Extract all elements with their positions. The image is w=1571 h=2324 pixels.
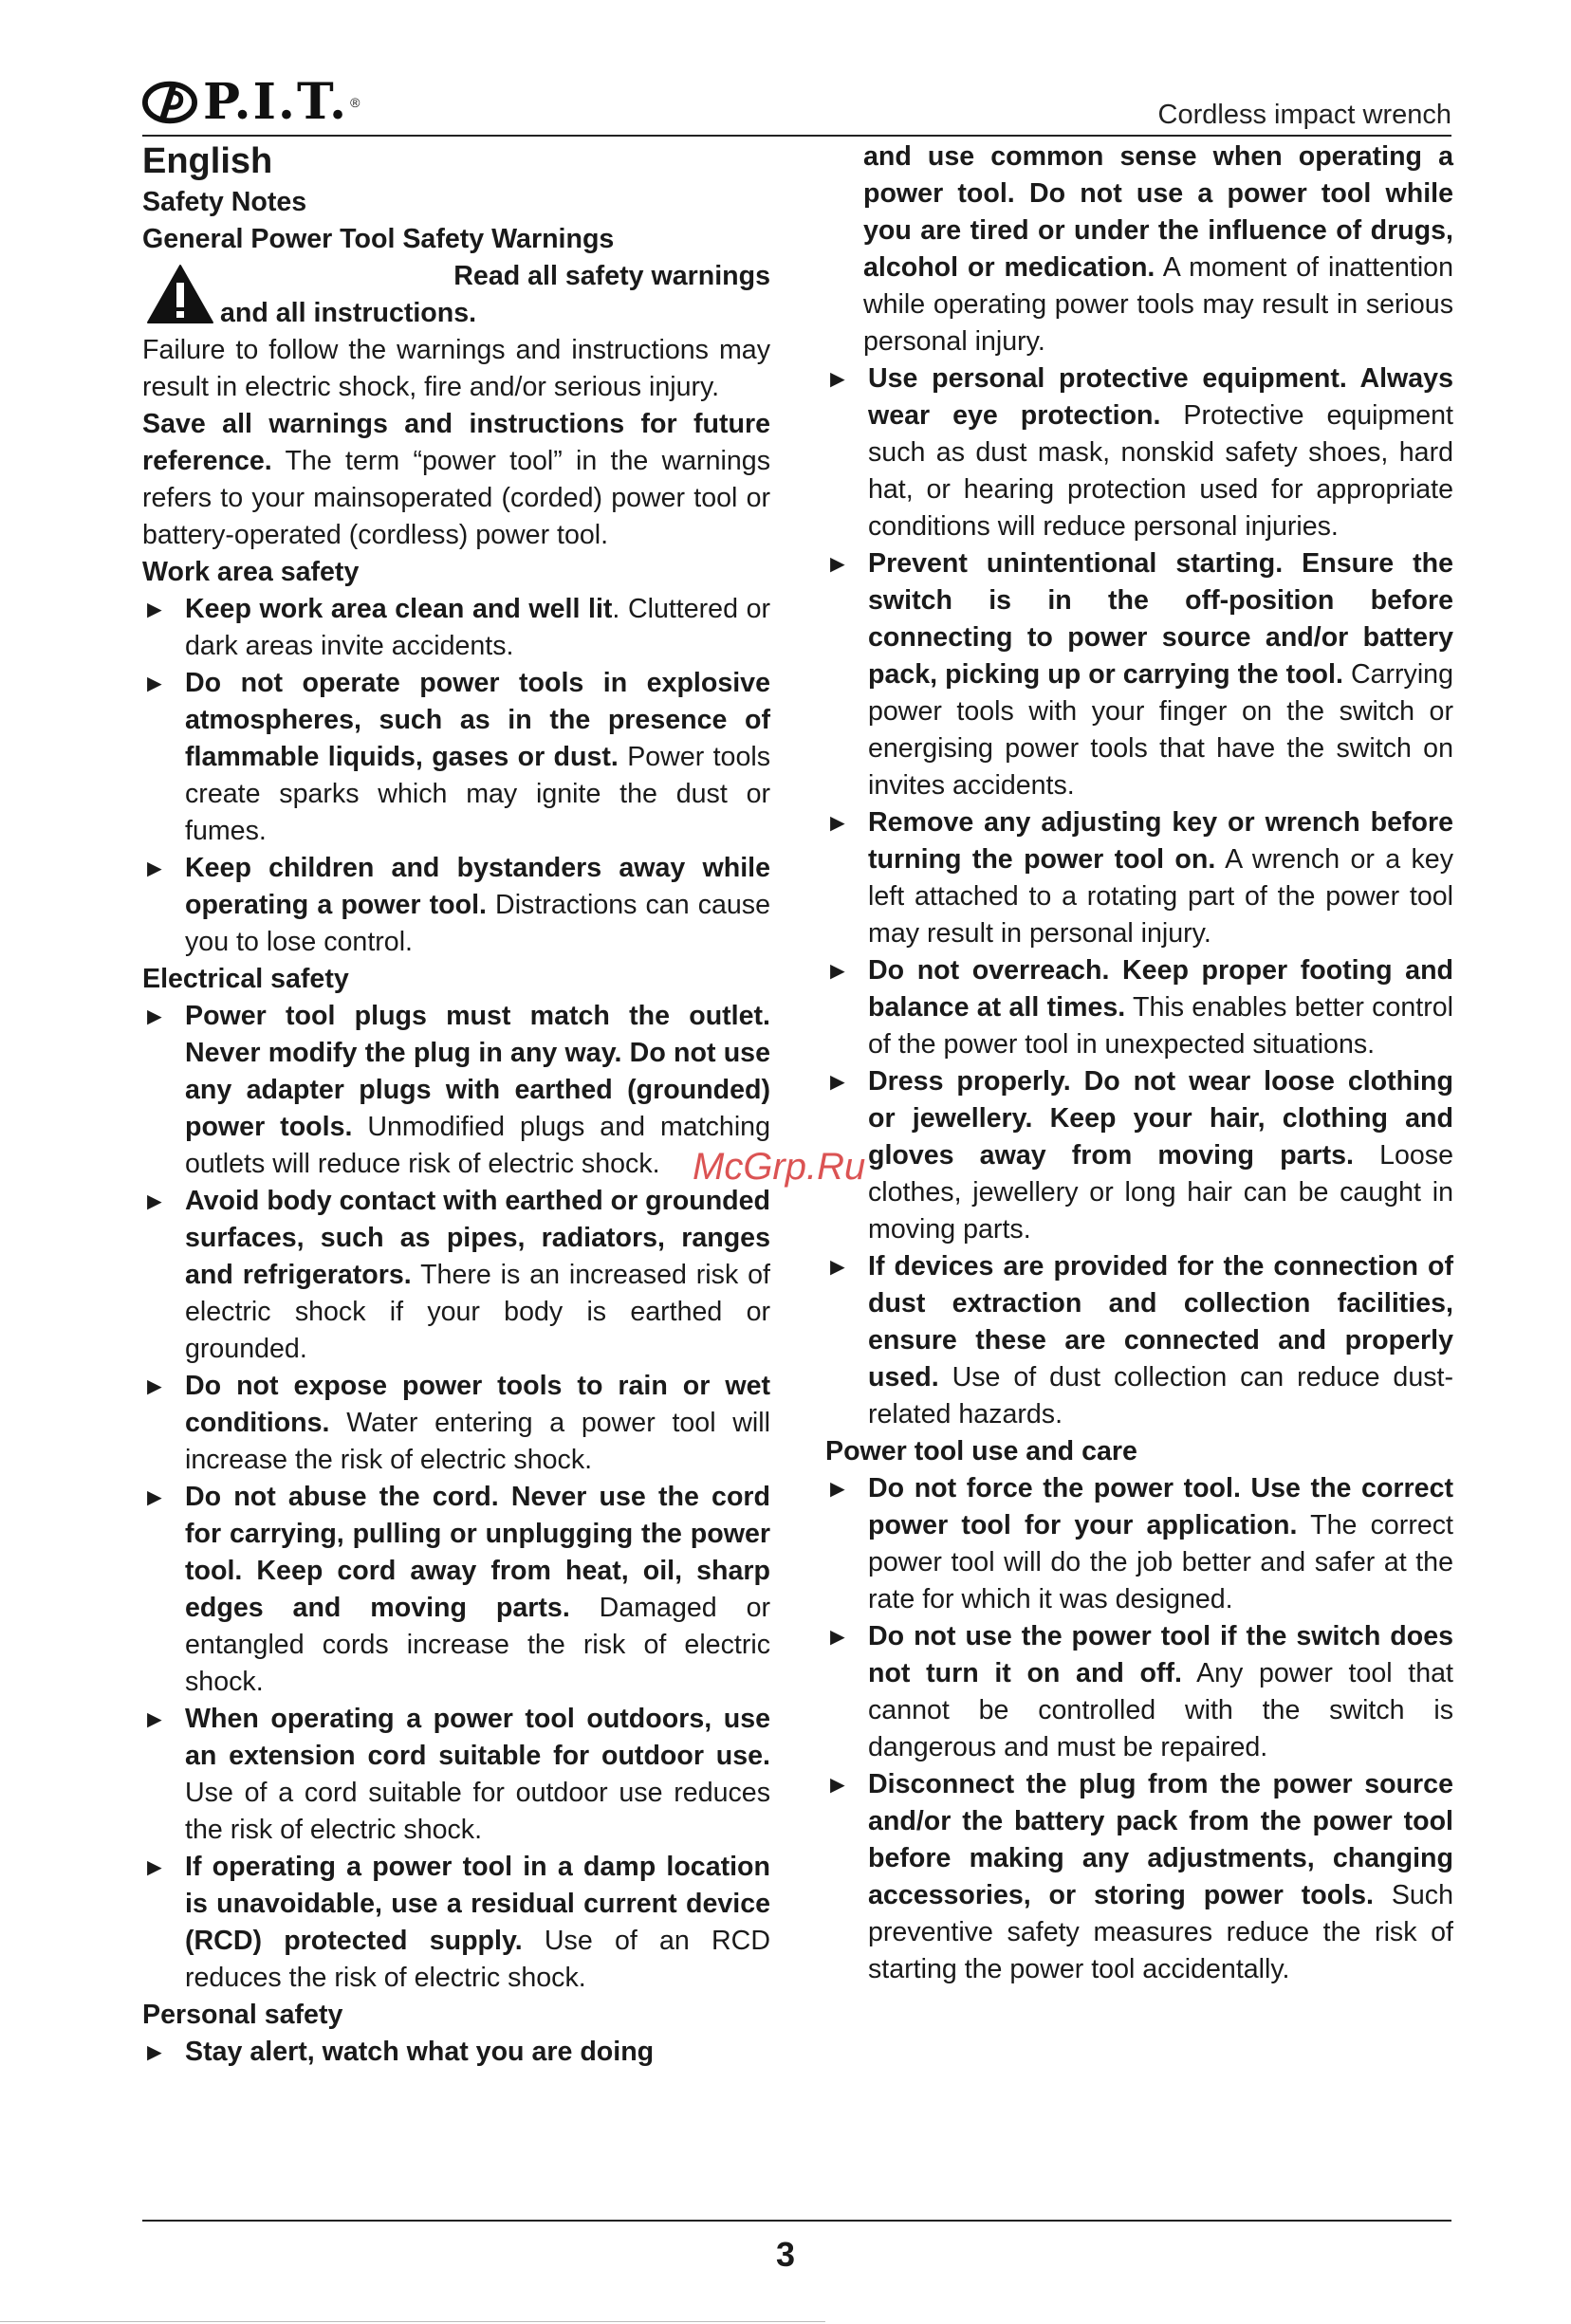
list-item: ► Remove any adjusting key or wrench before turning the power tool on. A wrench or a key left attached to a rotating part of the power tool may result in personal injury. <box>825 804 1453 952</box>
list-item: ► Disconnect the plug from the power source and/or the battery pack from the power tool before making any adjustments, changing accessories, or storing power tools. Such preventive safety measures reduce the risk of starting the power tool accidentally. <box>825 1766 1453 1988</box>
bullet-arrow-icon: ► <box>825 956 850 985</box>
bullet-arrow-icon: ► <box>142 1187 167 1215</box>
footer-divider <box>142 2220 1451 2222</box>
list-item: ► Do not force the power tool. Use the correct power tool for your application. The correct power tool will do the job better and safer at the rate for which it was designed. <box>825 1470 1453 1618</box>
bullet-arrow-icon: ► <box>825 1252 850 1281</box>
list-item: ► Avoid body contact with earthed or grounded surfaces, such as pipes, radiators, ranges and refrigerators. There is an increased risk of electric shock if your body is earthed or grounded. <box>142 1183 770 1368</box>
document-type: Cordless impact wrench <box>1157 100 1451 130</box>
list-item-continuation: and use common sense when operating a power tool. Do not use a power tool while you are tired or under the influence of drugs, alcohol or medication. A moment of inattention while operating power tools may result in serious personal injury. <box>863 141 1453 357</box>
use-and-care-heading: Power tool use and care <box>825 1436 1137 1466</box>
registered-mark: ® <box>350 95 360 110</box>
page-number: 3 <box>775 2235 796 2274</box>
brand-name: P.I.T. <box>203 73 349 131</box>
bullet-arrow-icon: ► <box>142 854 167 882</box>
list-item: ► If operating a power tool in a damp location is unavoidable, use a residual current device (RCD) protected supply. Use of an RCD reduces the risk of electric shock. <box>142 1849 770 1997</box>
bullet-arrow-icon: ► <box>825 1474 850 1503</box>
electrical-safety-heading: Electrical safety <box>142 964 349 994</box>
list-item: ► Do not overreach. Keep proper footing and balance at all times. This enables better control of the power tool in unexpected situations. <box>825 952 1453 1063</box>
warning-triangle-icon <box>146 264 214 324</box>
list-item: ► Keep children and bystanders away while operating a power tool. Distractions can cause you to lose control. <box>142 850 770 961</box>
personal-safety-heading: Personal safety <box>142 2000 343 2030</box>
bullet-arrow-icon: ► <box>142 1002 167 1030</box>
page-header <box>142 72 1451 137</box>
warning-block <box>142 258 770 332</box>
bullet-arrow-icon: ► <box>825 808 850 837</box>
list-item: ► Do not use the power tool if the switch does not turn it on and off. Any power tool that cannot be controlled with the switch is dangerous and must be repaired. <box>825 1618 1453 1766</box>
list-item: ► Use personal protective equipment. Always wear eye protection. Protective equipment such as dust mask, nonskid safety shoes, hard hat, or hearing protection used for appropriate conditions will reduce personal injuries. <box>825 360 1453 545</box>
bullet-arrow-icon: ► <box>142 595 167 623</box>
bullet-arrow-icon: ► <box>825 1622 850 1651</box>
list-item: ► Do not expose power tools to rain or wet conditions. Water entering a power tool will increase the risk of electric shock. <box>142 1368 770 1479</box>
left-column <box>142 138 770 2071</box>
warning-text-line1: Read all safety warnings <box>453 261 770 291</box>
brand-logo-icon <box>142 79 197 126</box>
language-heading: English <box>142 141 273 181</box>
bullet-arrow-icon: ► <box>142 1853 167 1881</box>
list-item: ► Prevent unintentional starting. Ensure the switch is in the off-position before connecting to power source and/or battery pack, picking up or carrying the tool. Carrying power tools with your finger on the switch or energising power tools that have the switch on invites accidents. <box>825 545 1453 804</box>
watermark: McGrp.Ru <box>693 1146 866 1188</box>
divider <box>0 2321 825 2322</box>
list-item: ► Do not abuse the cord. Never use the cord for carrying, pulling or unplugging the power tool. Keep cord away from heat, oil, sharp edges and moving parts. Damaged or entangled cords increase the risk of electric shock. <box>142 1479 770 1701</box>
list-item: ► Power tool plugs must match the outlet. Never modify the plug in any way. Do not use any adapter plugs with earthed (grounded) power tools. Unmodified plugs and matching outlets will reduce risk of electric shock. <box>142 998 770 1183</box>
bullet-arrow-icon: ► <box>825 549 850 578</box>
bullet-arrow-icon: ► <box>825 1067 850 1096</box>
list-item: ► Do not operate power tools in explosive atmospheres, such as in the presence of flammable liquids, gases or dust. Power tools create sparks which may ignite the dust or fumes. <box>142 665 770 850</box>
list-item: ► Keep work area clean and well lit. Cluttered or dark areas invite accidents. <box>142 591 770 665</box>
save-instructions-paragraph: Save all warnings and instructions for future reference. The term “power tool” in the warnings refers to your mainsoperated (corded) power tool or battery-operated (cordless) power tool. <box>142 409 770 550</box>
bullet-arrow-icon: ► <box>142 1372 167 1400</box>
list-item: ► Stay alert, watch what you are doing <box>142 2034 770 2071</box>
brand-logo <box>142 72 360 133</box>
bullet-arrow-icon: ► <box>142 1483 167 1511</box>
bullet-arrow-icon: ► <box>142 2038 167 2066</box>
intro-paragraph: Failure to follow the warnings and instructions may result in electric shock, fire and/or serious injury. <box>142 335 770 402</box>
warning-text-line2: and all instructions. <box>220 298 477 328</box>
safety-notes-heading: Safety Notes <box>142 187 307 217</box>
bullet-arrow-icon: ► <box>825 1770 850 1798</box>
list-item: ► If devices are provided for the connection of dust extraction and collection facilities, ensure these are connected and properly used. Use of dust collection can reduce dust-related hazards. <box>825 1248 1453 1433</box>
bullet-arrow-icon: ► <box>825 364 850 393</box>
right-column <box>825 138 1453 1988</box>
bullet-arrow-icon: ► <box>142 1705 167 1733</box>
list-item: ► Dress properly. Do not wear loose clothing or jewellery. Keep your hair, clothing and gloves away from moving parts. Loose clothes, jewellery or long hair can be caught in moving parts. <box>825 1063 1453 1248</box>
work-area-heading: Work area safety <box>142 557 360 587</box>
bullet-arrow-icon: ► <box>142 669 167 697</box>
general-warnings-heading: General Power Tool Safety Warnings <box>142 224 615 254</box>
list-item: ► When operating a power tool outdoors, use an extension cord suitable for outdoor use. Use of a cord suitable for outdoor use reduces the risk of electric shock. <box>142 1701 770 1849</box>
